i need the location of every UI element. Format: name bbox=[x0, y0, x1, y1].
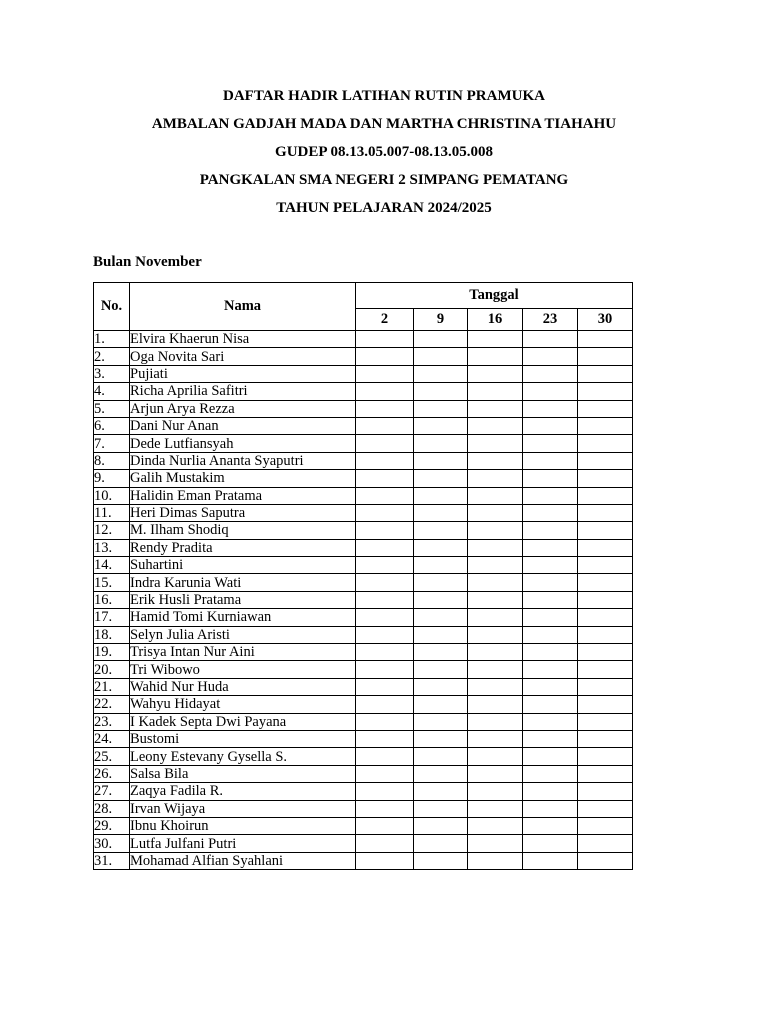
table-row bbox=[94, 730, 633, 747]
row-number: 21. bbox=[94, 678, 130, 695]
attendance-cell bbox=[468, 435, 523, 452]
attendance-cell bbox=[578, 852, 633, 869]
row-number: 28. bbox=[94, 800, 130, 817]
row-number: 1. bbox=[94, 331, 130, 348]
attendance-cell bbox=[523, 400, 578, 417]
attendance-cell bbox=[414, 713, 468, 730]
attendance-cell bbox=[468, 348, 523, 365]
row-number: 4. bbox=[94, 383, 130, 400]
attendance-cell bbox=[356, 452, 414, 469]
attendance-cell bbox=[356, 644, 414, 661]
date-header: 23 bbox=[523, 309, 578, 331]
table-row bbox=[94, 557, 633, 574]
table-row bbox=[94, 800, 633, 817]
attendance-cell bbox=[578, 504, 633, 521]
table-row bbox=[94, 452, 633, 469]
row-number: 19. bbox=[94, 644, 130, 661]
row-number: 23. bbox=[94, 713, 130, 730]
attendance-cell bbox=[578, 452, 633, 469]
member-name: Indra Karunia Wati bbox=[130, 574, 356, 591]
attendance-cell bbox=[414, 626, 468, 643]
attendance-cell bbox=[578, 383, 633, 400]
member-name: Dani Nur Anan bbox=[130, 417, 356, 434]
attendance-cell bbox=[468, 783, 523, 800]
member-name: Suhartini bbox=[130, 557, 356, 574]
table-row bbox=[94, 817, 633, 834]
attendance-cell bbox=[356, 383, 414, 400]
attendance-cell bbox=[468, 417, 523, 434]
attendance-cell bbox=[356, 817, 414, 834]
table-row bbox=[94, 574, 633, 591]
member-name: Erik Husli Pratama bbox=[130, 591, 356, 608]
attendance-cell bbox=[414, 783, 468, 800]
attendance-cell bbox=[578, 591, 633, 608]
attendance-cell bbox=[523, 678, 578, 695]
table-row bbox=[94, 417, 633, 434]
attendance-cell bbox=[523, 783, 578, 800]
member-name: I Kadek Septa Dwi Payana bbox=[130, 713, 356, 730]
title-line-1: DAFTAR HADIR LATIHAN RUTIN PRAMUKA bbox=[223, 88, 545, 104]
attendance-cell bbox=[414, 487, 468, 504]
attendance-cell bbox=[468, 365, 523, 382]
attendance-cell bbox=[578, 678, 633, 695]
attendance-cell bbox=[578, 348, 633, 365]
attendance-cell bbox=[356, 435, 414, 452]
column-header-no: No. bbox=[94, 283, 130, 331]
attendance-cell bbox=[578, 817, 633, 834]
attendance-cell bbox=[468, 591, 523, 608]
table-header-row bbox=[94, 283, 633, 309]
attendance-cell bbox=[414, 609, 468, 626]
attendance-cell bbox=[468, 800, 523, 817]
attendance-cell bbox=[468, 730, 523, 747]
attendance-cell bbox=[356, 591, 414, 608]
table-row bbox=[94, 644, 633, 661]
row-number: 2. bbox=[94, 348, 130, 365]
attendance-cell bbox=[414, 417, 468, 434]
attendance-cell bbox=[578, 435, 633, 452]
table-row bbox=[94, 661, 633, 678]
attendance-cell bbox=[414, 765, 468, 782]
attendance-cell bbox=[468, 331, 523, 348]
attendance-cell bbox=[468, 678, 523, 695]
row-number: 31. bbox=[94, 852, 130, 869]
attendance-cell bbox=[578, 470, 633, 487]
attendance-cell bbox=[578, 417, 633, 434]
date-header: 16 bbox=[468, 309, 523, 331]
attendance-cell bbox=[468, 852, 523, 869]
title-line-5: TAHUN PELAJARAN 2024/2025 bbox=[276, 200, 492, 216]
member-name: Trisya Intan Nur Aini bbox=[130, 644, 356, 661]
attendance-cell bbox=[414, 800, 468, 817]
attendance-cell bbox=[523, 661, 578, 678]
attendance-cell bbox=[414, 470, 468, 487]
table-row bbox=[94, 435, 633, 452]
attendance-cell bbox=[523, 626, 578, 643]
attendance-cell bbox=[356, 400, 414, 417]
attendance-cell bbox=[356, 557, 414, 574]
attendance-cell bbox=[578, 730, 633, 747]
table-row bbox=[94, 678, 633, 695]
member-name: Leony Estevany Gysella S. bbox=[130, 748, 356, 765]
attendance-cell bbox=[523, 487, 578, 504]
attendance-cell bbox=[468, 696, 523, 713]
attendance-cell bbox=[468, 504, 523, 521]
attendance-cell bbox=[578, 783, 633, 800]
attendance-cell bbox=[523, 713, 578, 730]
attendance-cell bbox=[356, 696, 414, 713]
attendance-cell bbox=[356, 348, 414, 365]
member-name: Richa Aprilia Safitri bbox=[130, 383, 356, 400]
document-header bbox=[0, 86, 768, 226]
table-row bbox=[94, 713, 633, 730]
member-name: Arjun Arya Rezza bbox=[130, 400, 356, 417]
attendance-cell bbox=[578, 765, 633, 782]
attendance-cell bbox=[356, 609, 414, 626]
attendance-cell bbox=[356, 852, 414, 869]
attendance-cell bbox=[523, 644, 578, 661]
member-name: Heri Dimas Saputra bbox=[130, 504, 356, 521]
attendance-cell bbox=[414, 400, 468, 417]
attendance-cell bbox=[468, 609, 523, 626]
attendance-cell bbox=[523, 383, 578, 400]
table-row bbox=[94, 383, 633, 400]
row-number: 27. bbox=[94, 783, 130, 800]
row-number: 13. bbox=[94, 539, 130, 556]
member-name: Lutfa Julfani Putri bbox=[130, 835, 356, 852]
attendance-cell bbox=[523, 730, 578, 747]
member-name: Bustomi bbox=[130, 730, 356, 747]
table-row bbox=[94, 835, 633, 852]
column-header-name: Nama bbox=[130, 283, 356, 331]
member-name: Dinda Nurlia Ananta Syaputri bbox=[130, 452, 356, 469]
attendance-cell bbox=[578, 713, 633, 730]
attendance-cell bbox=[523, 539, 578, 556]
member-name: Hamid Tomi Kurniawan bbox=[130, 609, 356, 626]
row-number: 11. bbox=[94, 504, 130, 521]
attendance-cell bbox=[356, 800, 414, 817]
table-row bbox=[94, 522, 633, 539]
member-name: Tri Wibowo bbox=[130, 661, 356, 678]
attendance-cell bbox=[523, 365, 578, 382]
attendance-cell bbox=[523, 852, 578, 869]
table-row bbox=[94, 539, 633, 556]
attendance-cell bbox=[468, 383, 523, 400]
member-name: M. Ilham Shodiq bbox=[130, 522, 356, 539]
member-name: Galih Mustakim bbox=[130, 470, 356, 487]
attendance-cell bbox=[578, 574, 633, 591]
row-number: 24. bbox=[94, 730, 130, 747]
attendance-cell bbox=[356, 522, 414, 539]
column-header-date-group: Tanggal bbox=[356, 283, 633, 309]
row-number: 15. bbox=[94, 574, 130, 591]
attendance-cell bbox=[523, 835, 578, 852]
month-label: Bulan November bbox=[93, 254, 202, 270]
attendance-cell bbox=[468, 539, 523, 556]
row-number: 18. bbox=[94, 626, 130, 643]
attendance-cell bbox=[414, 644, 468, 661]
attendance-cell bbox=[523, 417, 578, 434]
table-row bbox=[94, 591, 633, 608]
attendance-cell bbox=[414, 574, 468, 591]
attendance-cell bbox=[356, 504, 414, 521]
row-number: 20. bbox=[94, 661, 130, 678]
row-number: 8. bbox=[94, 452, 130, 469]
attendance-cell bbox=[468, 713, 523, 730]
member-name: Selyn Julia Aristi bbox=[130, 626, 356, 643]
member-name: Oga Novita Sari bbox=[130, 348, 356, 365]
member-name: Zaqya Fadila R. bbox=[130, 783, 356, 800]
attendance-cell bbox=[414, 835, 468, 852]
attendance-cell bbox=[356, 783, 414, 800]
attendance-cell bbox=[523, 748, 578, 765]
attendance-cell bbox=[578, 557, 633, 574]
table-row bbox=[94, 626, 633, 643]
attendance-cell bbox=[523, 591, 578, 608]
table-row bbox=[94, 487, 633, 504]
attendance-cell bbox=[414, 435, 468, 452]
member-name: Rendy Pradita bbox=[130, 539, 356, 556]
table-row bbox=[94, 348, 633, 365]
attendance-cell bbox=[356, 331, 414, 348]
row-number: 5. bbox=[94, 400, 130, 417]
attendance-cell bbox=[523, 557, 578, 574]
attendance-cell bbox=[414, 817, 468, 834]
attendance-cell bbox=[356, 470, 414, 487]
attendance-cell bbox=[578, 331, 633, 348]
attendance-cell bbox=[578, 487, 633, 504]
attendance-cell bbox=[578, 800, 633, 817]
table-row bbox=[94, 365, 633, 382]
title-line-2: AMBALAN GADJAH MADA DAN MARTHA CHRISTINA TIAHAHU bbox=[151, 116, 617, 132]
attendance-cell bbox=[523, 452, 578, 469]
attendance-cell bbox=[414, 557, 468, 574]
attendance-cell bbox=[523, 817, 578, 834]
attendance-cell bbox=[523, 574, 578, 591]
row-number: 30. bbox=[94, 835, 130, 852]
row-number: 22. bbox=[94, 696, 130, 713]
attendance-cell bbox=[414, 730, 468, 747]
row-number: 26. bbox=[94, 765, 130, 782]
attendance-cell bbox=[468, 765, 523, 782]
member-name: Wahid Nur Huda bbox=[130, 678, 356, 695]
attendance-cell bbox=[356, 713, 414, 730]
member-name: Dede Lutfiansyah bbox=[130, 435, 356, 452]
attendance-cell bbox=[356, 730, 414, 747]
date-header: 30 bbox=[578, 309, 633, 331]
attendance-cell bbox=[414, 678, 468, 695]
attendance-cell bbox=[414, 522, 468, 539]
title-line-3: GUDEP 08.13.05.007-08.13.05.008 bbox=[275, 144, 493, 160]
attendance-cell bbox=[578, 835, 633, 852]
row-number: 7. bbox=[94, 435, 130, 452]
table-row bbox=[94, 748, 633, 765]
attendance-cell bbox=[356, 765, 414, 782]
attendance-cell bbox=[356, 539, 414, 556]
attendance-cell bbox=[523, 800, 578, 817]
attendance-cell bbox=[414, 504, 468, 521]
attendance-cell bbox=[468, 400, 523, 417]
attendance-cell bbox=[578, 626, 633, 643]
attendance-cell bbox=[468, 452, 523, 469]
attendance-cell bbox=[578, 696, 633, 713]
member-name: Mohamad Alfian Syahlani bbox=[130, 852, 356, 869]
date-header: 2 bbox=[356, 309, 414, 331]
attendance-cell bbox=[578, 748, 633, 765]
attendance-cell bbox=[468, 574, 523, 591]
attendance-cell bbox=[356, 748, 414, 765]
attendance-cell bbox=[356, 678, 414, 695]
attendance-cell bbox=[523, 609, 578, 626]
attendance-cell bbox=[523, 765, 578, 782]
attendance-cell bbox=[523, 435, 578, 452]
member-name: Halidin Eman Pratama bbox=[130, 487, 356, 504]
attendance-cell bbox=[414, 348, 468, 365]
table-row bbox=[94, 400, 633, 417]
row-number: 12. bbox=[94, 522, 130, 539]
attendance-cell bbox=[468, 557, 523, 574]
attendance-cell bbox=[356, 574, 414, 591]
attendance-cell bbox=[414, 661, 468, 678]
attendance-cell bbox=[414, 591, 468, 608]
row-number: 14. bbox=[94, 557, 130, 574]
attendance-cell bbox=[414, 365, 468, 382]
attendance-cell bbox=[468, 835, 523, 852]
date-header: 9 bbox=[414, 309, 468, 331]
member-name: Salsa Bila bbox=[130, 765, 356, 782]
attendance-cell bbox=[523, 331, 578, 348]
attendance-cell bbox=[414, 696, 468, 713]
member-name: Wahyu Hidayat bbox=[130, 696, 356, 713]
attendance-cell bbox=[414, 331, 468, 348]
attendance-cell bbox=[414, 539, 468, 556]
attendance-cell bbox=[468, 470, 523, 487]
table-row bbox=[94, 696, 633, 713]
attendance-cell bbox=[356, 417, 414, 434]
attendance-cell bbox=[578, 522, 633, 539]
attendance-cell bbox=[356, 626, 414, 643]
attendance-cell bbox=[523, 348, 578, 365]
attendance-cell bbox=[578, 609, 633, 626]
row-number: 10. bbox=[94, 487, 130, 504]
attendance-cell bbox=[468, 626, 523, 643]
row-number: 29. bbox=[94, 817, 130, 834]
attendance-cell bbox=[356, 487, 414, 504]
attendance-cell bbox=[356, 365, 414, 382]
attendance-cell bbox=[414, 748, 468, 765]
attendance-cell bbox=[523, 696, 578, 713]
table-row bbox=[94, 331, 633, 348]
table-row bbox=[94, 504, 633, 521]
member-name: Irvan Wijaya bbox=[130, 800, 356, 817]
row-number: 6. bbox=[94, 417, 130, 434]
attendance-cell bbox=[468, 487, 523, 504]
attendance-cell bbox=[468, 661, 523, 678]
attendance-cell bbox=[523, 470, 578, 487]
row-number: 9. bbox=[94, 470, 130, 487]
member-name: Pujiati bbox=[130, 365, 356, 382]
attendance-cell bbox=[356, 661, 414, 678]
attendance-cell bbox=[356, 835, 414, 852]
attendance-cell bbox=[578, 661, 633, 678]
attendance-cell bbox=[468, 748, 523, 765]
attendance-cell bbox=[578, 400, 633, 417]
attendance-cell bbox=[414, 852, 468, 869]
attendance-cell bbox=[414, 383, 468, 400]
attendance-cell bbox=[578, 365, 633, 382]
member-name: Ibnu Khoirun bbox=[130, 817, 356, 834]
attendance-cell bbox=[468, 522, 523, 539]
attendance-cell bbox=[523, 504, 578, 521]
attendance-cell bbox=[578, 644, 633, 661]
attendance-cell bbox=[468, 644, 523, 661]
attendance-cell bbox=[468, 817, 523, 834]
member-name: Elvira Khaerun Nisa bbox=[130, 331, 356, 348]
table-row bbox=[94, 765, 633, 782]
title-line-4: PANGKALAN SMA NEGERI 2 SIMPANG PEMATANG bbox=[199, 172, 569, 188]
table-row bbox=[94, 470, 633, 487]
attendance-cell bbox=[414, 452, 468, 469]
row-number: 16. bbox=[94, 591, 130, 608]
attendance-cell bbox=[523, 522, 578, 539]
table-row bbox=[94, 783, 633, 800]
table-row bbox=[94, 852, 633, 869]
row-number: 25. bbox=[94, 748, 130, 765]
table-row bbox=[94, 609, 633, 626]
attendance-table bbox=[93, 282, 633, 870]
attendance-cell bbox=[578, 539, 633, 556]
row-number: 17. bbox=[94, 609, 130, 626]
row-number: 3. bbox=[94, 365, 130, 382]
